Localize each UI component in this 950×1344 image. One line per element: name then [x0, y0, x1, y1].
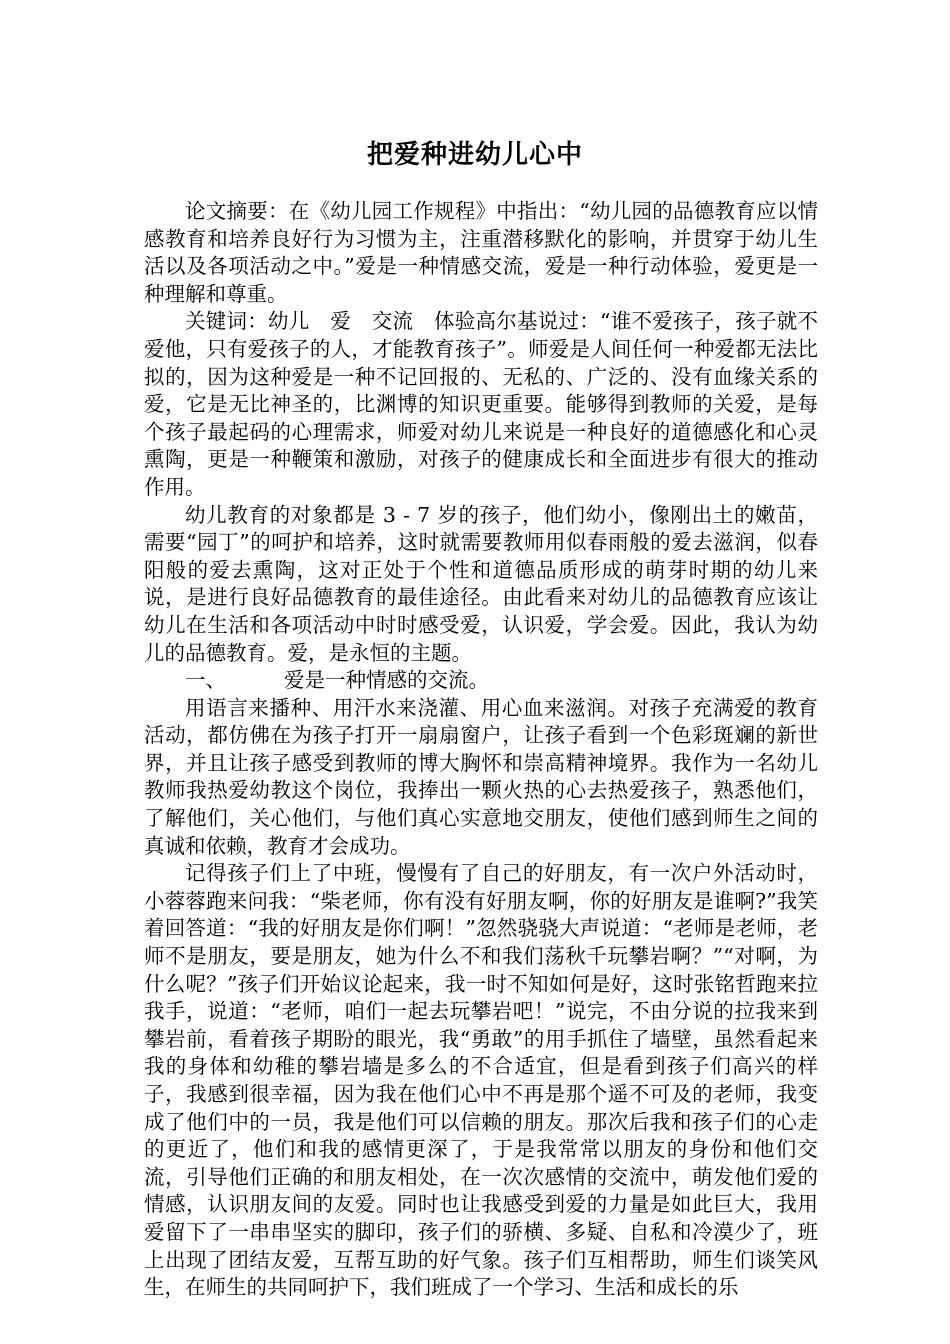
- section-heading: [144, 667, 818, 695]
- body-paragraph: 用语言来播种、用汗水来浇灌、用心血来滋润。对孩子充满爱的教育活动，都仿佛在为孩子打开一扇扇窗户，让孩子看到一个色彩斑斓的新世界，并且让孩子感受到教师的博大胸怀和崇高精神境界。我作为一名幼儿教师我热爱幼教这个岗位，我捧出一颗火热的心去热爱孩子，熟悉他们，了解他们，关心他们，与他们真心实意地交朋友，使他们感到师生之间的真诚和依赖，教育才会成功。: [144, 695, 818, 858]
- document-title: 把爱种进幼儿心中: [366, 140, 583, 170]
- abstract-paragraph: 论文摘要：在《幼儿园工作规程》中指出：“幼儿园的品德教育应以情感教育和培养良好行为习惯为主，注重潜移默化的影响，并贯穿于幼儿生活以及各项活动之中。”爱是一种情感交流，爱是一种行动体验，爱更是一种理解和尊重。: [144, 199, 818, 306]
- keywords-paragraph: 关键词：幼儿 爱 交流 体验高尔基说过：“谁不爱孩子，孩子就不爱他，只有爱孩子的人，才能教育孩子”。师爱是人间任何一种爱都无法比拟的，因为这种爱是一种不记回报的、无私的、广泛的、没有血缘关系的爱，它是无比神圣的，比渊博的知识更重要。能够得到教师的关爱，是每个孩子最起码的心理需求，师爱对幼儿来说是一种良好的道德感化和心灵熏陶，更是一种鞭策和激励，对孩子的健康成长和全面进步有很大的推动作用。: [144, 309, 818, 499]
- body-paragraph: 记得孩子们上了中班，慢慢有了自己的好朋友，有一次户外活动时，小蓉蓉跑来问我：“柴老师，你有没有好朋友啊，你的好朋友是谁啊?”我笑着回答道：“我的好朋友是你们啊！”忽然骁骁大声说道：“老师是老师，老师不是朋友，要是朋友，她为什么不和我们荡秋千玩攀岩啊？”“对啊，为什么呢？”孩子们开始议论起来，我一时不知如何是好，这时张铭哲跑来拉我手，说道：“老师，咱们一起去玩攀岩吧！”说完，不由分说的拉我来到攀岩前，看着孩子期盼的眼光，我“勇敢”的用手抓住了墙壁，虽然看起来我的身体和幼稚的攀岩墙是多么的不合适宜，但是看到孩子们高兴的样子，我感到很幸福，因为我在他们心中不再是那个遥不可及的老师，我变成了他们中的一员，我是他们可以信赖的朋友。那次后我和孩子们的心走的更近了，他们和我的感情更深了，于是我常常以朋友的身份和他们交流，引导他们正确的和朋友相处，在一次次感情的交流中，萌发他们爱的情感，认识朋友间的友爱。同时也让我感受到爱的力量是如此巨大，我用爱留下了一串串坚实的脚印，孩子们的骄横、多疑、自私和冷漠少了，班上出现了团结友爱，互帮互助的好气象。孩子们互相帮助，师生们谈笑风生，在师生的共同呵护下，我们班成了一个学习、生活和成长的乐: [144, 861, 818, 1300]
- section-heading-text: 爱是一种情感的交流。: [284, 668, 489, 693]
- section-number: 一、: [185, 668, 226, 693]
- body-paragraph: 幼儿教育的对象都是 3 - 7 岁的孩子，他们幼小，像刚出土的嫩苗，需要“园丁”的呵护和培养，这时就需要教师用似春雨般的爱去滋润，似春阳般的爱去熏陶，这对正处于个性和道德品质形成的萌芽时期的幼儿来说，是进行良好品德教育的最佳途径。由此看来对幼儿的品德教育应该让幼儿在生活和各项活动中时时感受爱，认识爱，学会爱。因此，我认为幼儿的品德教育。爱，是永恒的主题。: [144, 502, 818, 665]
- document-body: [144, 198, 818, 1302]
